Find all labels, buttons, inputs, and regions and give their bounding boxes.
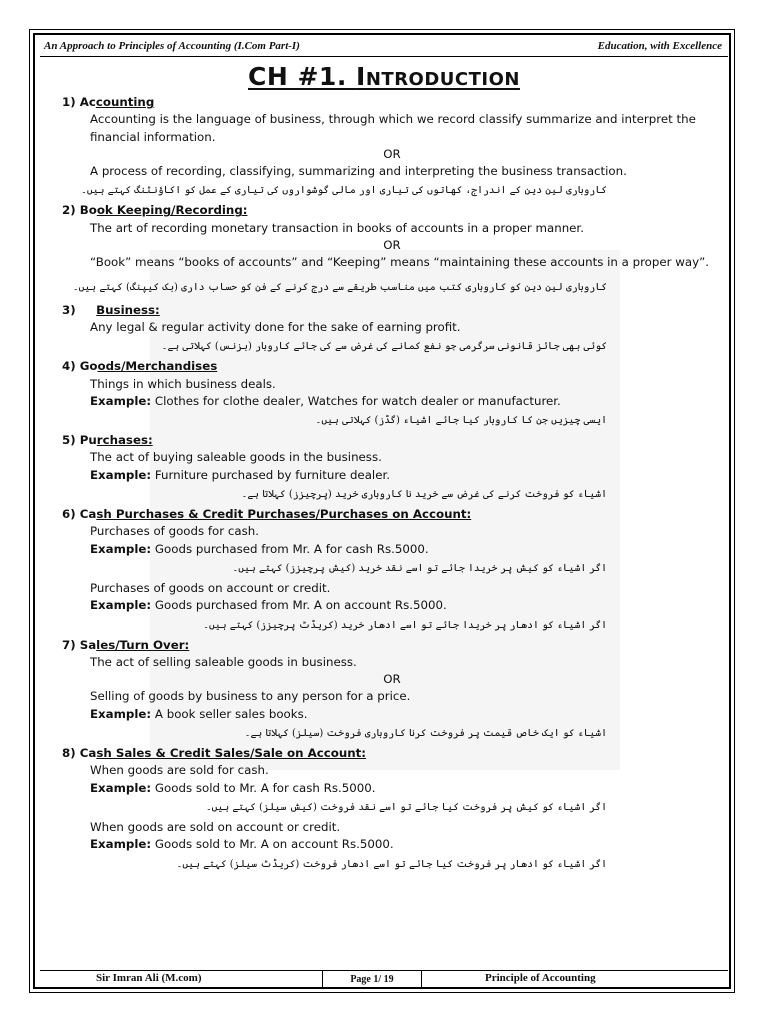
paragraph: Any legal & regular activity done for the sake of earning profit. [90,319,461,334]
paragraph: When goods are sold on account or credit. [90,819,341,834]
paragraph: When goods are sold for cash. [90,763,269,778]
example: Example: Goods purchased from Mr. A on account Rs.5000. [90,598,447,613]
chapter-title: CH #1. Introduction [248,62,520,91]
paragraph: The act of selling saleable goods in business. [90,654,357,669]
or-separator: OR [383,672,401,687]
heading-accounting: 1) Accounting [62,95,155,109]
paragraph: Things in which business deals. [90,376,276,391]
urdu-translation: کاروباری لین دین کے اندراج، کھاتوں کی تیاری اور مالی گوشواروں کی تیاری کے عمل کو اکاؤنٹنگ کہتے ہیں۔ [81,185,607,197]
urdu-translation: اشیاء کو ایک خاص قیمت پر فروخت کرنا کاروباری فروخت (سیلز) کہلاتا ہے۔ [244,728,607,740]
footer-rule-bottom [40,988,728,989]
or-separator: OR [383,238,401,253]
urdu-translation: اگر اشیاء کو کیش پر خریدا جائے تو اسے نقد خرید (کیش پرچیزز) کہتے ہیں۔ [232,562,607,574]
example: Example: A book seller sales books. [90,706,308,721]
heading-business: 3) Business: [62,302,160,317]
paragraph: Purchases of goods on account or credit. [90,580,331,595]
or-separator: OR [383,146,401,161]
heading-cash-credit-sales: 8) Cash Sales & Credit Sales/Sale on Account: [62,746,367,761]
heading-book-keeping: 2) Book Keeping/Recording: [62,203,248,218]
paragraph: Accounting is the language of business, through which we record classify summarize and interpret the financial information. [90,112,696,144]
header-rule [40,56,728,57]
example: Example: Furniture purchased by furniture dealer. [90,467,390,482]
heading-goods: 4) Goods/Merchandises [62,359,218,374]
paragraph: The act of buying saleable goods in the business. [90,450,382,465]
paragraph: Selling of goods by business to any person for a price. [90,689,411,704]
paragraph: The art of recording monetary transaction in books of accounts in a proper manner. [90,220,584,235]
urdu-translation: ایسی چیزیں جن کا کاروبار کیا جائے اشیاء (گڈز) کہلاتی ہیں۔ [315,415,607,427]
example: Example: Clothes for clothe dealer, Watches for watch dealer or manufacturer. [90,393,561,408]
footer-author: Sir Imran Ali (M.com) [96,972,202,984]
paragraph: Purchases of goods for cash. [90,524,259,539]
urdu-translation: کوئی بھی جائز قانونی سرگرمی جو نفع کمانے کی غرض سے کی جائے کاروبار (بزنس) کہلاتی ہے۔ [161,341,607,353]
urdu-translation: اگر اشیاء کو ادھار پر فروخت کیا جائے تو اسے ادھار فروخت (کریڈٹ سیلز) کہتے ہیں۔ [176,858,607,870]
heading-purchases: 5) Purchases: [62,433,153,448]
urdu-translation: اگر اشیاء کو ادھار پر خریدا جائے تو اسے ادھار خرید (کریڈٹ پرچیزز) کہتے ہیں۔ [203,619,607,631]
heading-sales: 7) Sales/Turn Over: [62,637,190,652]
page-header [44,40,722,56]
footer-page-number: Page 1/ 19 [322,970,422,988]
example: Example: Goods purchased from Mr. A for cash Rs.5000. [90,541,429,556]
footer-subject: Principle of Accounting [485,972,596,984]
urdu-translation: اشیاء کو فروخت کرنے کی غرض سے خرید نا کاروباری خرید (پرچیزز) کہلاتا ہے۔ [241,489,607,501]
urdu-translation: اگر اشیاء کو کیش پر فروخت کیا جائے تو اسے نقد فروخت (کیش سیلز) کہتے ہیں۔ [205,801,607,813]
urdu-translation: کاروباری لین دین کو کاروباری کتب میں مناسب طریقے سے درج کرنے کے فن کو حساب داری (بک کیپنگ) کہتے ہیں۔ [72,281,607,293]
header-right: Education, with Excellence [597,40,722,52]
heading-cash-credit-purchases: 6) Cash Purchases & Credit Purchases/Purchases on Account: [62,507,472,522]
example: Example: Goods sold to Mr. A for cash Rs.5000. [90,780,376,795]
paragraph: A process of recording, classifying, summarizing and interpreting the business transaction. [90,164,627,179]
paragraph: “Book” means “books of accounts” and “Keeping” means “maintaining these accounts in a proper way”. [90,255,709,270]
content [62,94,722,876]
header-left: An Approach to Principles of Accounting (I.Com Part-I) [44,40,300,52]
example: Example: Goods sold to Mr. A on account Rs.5000. [90,837,394,852]
